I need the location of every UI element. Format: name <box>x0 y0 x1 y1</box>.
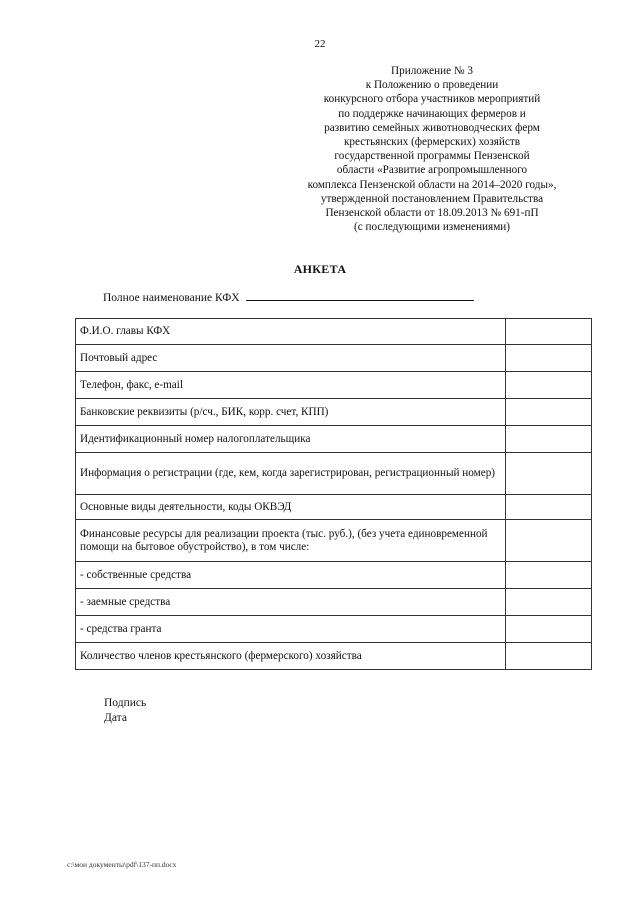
appendix-line: утвержденной постановлением Правительства <box>320 192 544 205</box>
row-value-cell[interactable] <box>505 426 591 453</box>
row-label: Идентификационный номер налогоплательщика <box>76 426 506 453</box>
row-label: - заемные средства <box>76 589 506 616</box>
appendix-line: области «Развитие агропромышленного <box>336 164 528 177</box>
appendix-line: комплекса Пензенской области на 2014–2020 годы», <box>307 178 557 191</box>
row-value-cell[interactable] <box>505 643 591 670</box>
row-label: - собственные средства <box>76 562 506 589</box>
row-value-cell[interactable] <box>505 616 591 643</box>
table-row <box>76 399 592 426</box>
row-value-cell[interactable] <box>505 562 591 589</box>
row-value-cell[interactable] <box>505 453 591 495</box>
table-row <box>76 372 592 399</box>
date-label: Дата <box>104 712 127 724</box>
questionnaire-table <box>75 318 592 670</box>
row-label: Почтовый адрес <box>76 345 506 372</box>
appendix-line: государственной программы Пензенской <box>334 150 530 163</box>
full-name-label: Полное наименование КФХ <box>103 292 240 304</box>
appendix-line: (с последующими изменениями) <box>354 221 510 234</box>
appendix-line: крестьянских (фермерских) хозяйств <box>343 136 521 149</box>
full-name-blank-line[interactable] <box>246 289 474 301</box>
row-label: Информация о регистрации (где, кем, когда зарегистрирован, регистрационный номер) <box>76 453 506 495</box>
table-row <box>76 643 592 670</box>
appendix-header <box>282 64 582 234</box>
appendix-line: Приложение № 3 <box>391 65 473 77</box>
table-row <box>76 426 592 453</box>
table-row <box>76 616 592 643</box>
table-row <box>76 520 592 562</box>
row-value-cell[interactable] <box>505 399 591 426</box>
row-value-cell[interactable] <box>505 520 591 562</box>
appendix-line: по поддержке начинающих фермеров и <box>338 107 526 120</box>
row-value-cell[interactable] <box>505 495 591 520</box>
appendix-line: Пензенской области от 18.09.2013 № 691-пП <box>325 207 539 220</box>
row-label: - средства гранта <box>76 616 506 643</box>
row-value-cell[interactable] <box>505 319 591 345</box>
table-row <box>76 453 592 495</box>
table-row <box>76 562 592 589</box>
file-path-footer: c:\мои документы\pdf\137-пп.docx <box>67 860 177 869</box>
table-row <box>76 589 592 616</box>
row-label: Количество членов крестьянского (фермерского) хозяйства <box>76 643 506 670</box>
row-value-cell[interactable] <box>505 345 591 372</box>
row-label: Финансовые ресурсы для реализации проекта (тыс. руб.), (без учета единовременной помощи на бытовое обустройство), в том числе: <box>76 520 506 562</box>
appendix-line: развитию семейных животноводческих ферм <box>324 121 540 134</box>
table-row <box>76 319 592 345</box>
row-value-cell[interactable] <box>505 589 591 616</box>
row-label: Телефон, факс, e-mail <box>76 372 506 399</box>
row-value-cell[interactable] <box>505 372 591 399</box>
signature-block <box>104 696 146 726</box>
table-row <box>76 345 592 372</box>
row-label: Основные виды деятельности, коды ОКВЭД <box>76 495 506 520</box>
row-label: Ф.И.О. главы КФХ <box>76 319 506 345</box>
row-label: Банковские реквизиты (р/сч., БИК, корр. счет, КПП) <box>76 399 506 426</box>
document-title: АНКЕТА <box>293 262 347 276</box>
page-number: 22 <box>314 38 326 50</box>
full-name-field <box>103 289 474 304</box>
table-row <box>76 495 592 520</box>
appendix-line: конкурсного отбора участников мероприятий <box>323 93 541 106</box>
appendix-line: к Положению о проведении <box>365 79 499 92</box>
signature-label: Подпись <box>104 697 147 709</box>
